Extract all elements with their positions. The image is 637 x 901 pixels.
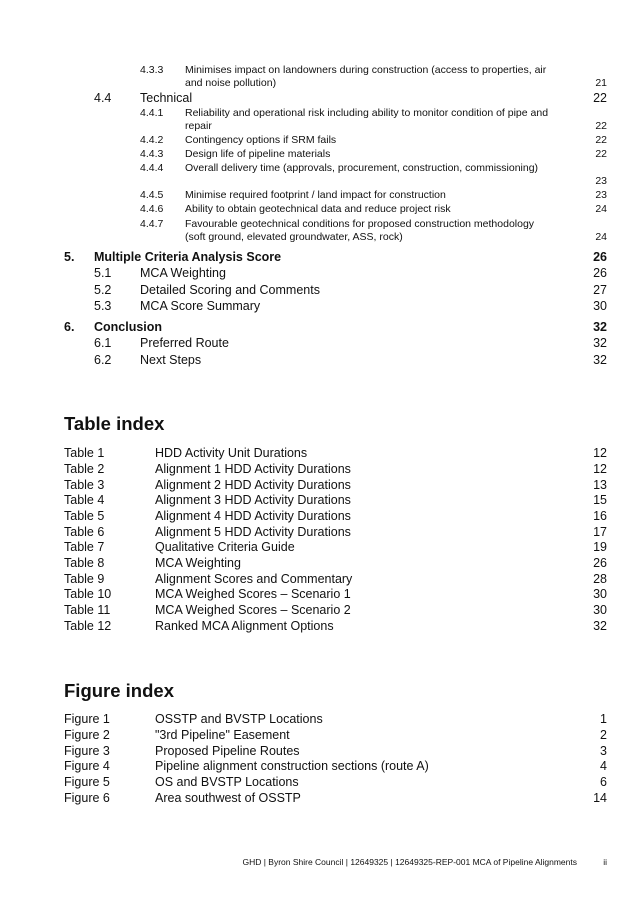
toc-number: 4.4.1 — [140, 107, 164, 119]
toc-number: 4.4.5 — [140, 189, 164, 201]
toc-title: Design life of pipeline materials — [185, 148, 331, 160]
toc-page: 22 — [595, 148, 607, 160]
entry-page: 12 — [593, 462, 607, 476]
entry-label: Figure 4 — [64, 759, 110, 773]
entry-label: Figure 1 — [64, 712, 110, 726]
toc-page: 32 — [593, 336, 607, 350]
toc-title: Technical — [140, 91, 193, 105]
entry-label: Table 9 — [64, 572, 105, 586]
entry-page: 30 — [593, 603, 607, 617]
entry-title: MCA Weighting — [155, 556, 241, 570]
toc-page: 22 — [593, 91, 607, 105]
entry-title: Qualitative Criteria Guide — [155, 540, 295, 554]
toc-number: 4.4.2 — [140, 134, 164, 146]
toc-number: 5.2 — [94, 283, 112, 297]
entry-title: Proposed Pipeline Routes — [155, 744, 300, 758]
toc-page: 30 — [593, 299, 607, 313]
table-index-heading: Table index — [64, 413, 165, 434]
entry-label: Table 8 — [64, 556, 105, 570]
entry-label: Table 11 — [64, 603, 111, 617]
toc-number: 5. — [64, 250, 75, 264]
entry-page: 1 — [600, 712, 607, 726]
toc-number: 5.3 — [94, 299, 112, 313]
entry-title: Ranked MCA Alignment Options — [155, 619, 334, 633]
entry-page: 16 — [593, 509, 607, 523]
entry-label: Figure 6 — [64, 791, 110, 805]
footer-text: GHD | Byron Shire Council | 12649325 | 12649325-REP-001 MCA of Pipeline Alignments — [242, 857, 577, 867]
entry-page: 17 — [593, 525, 607, 539]
toc-number: 6.1 — [94, 336, 112, 350]
entry-page: 32 — [593, 619, 607, 633]
entry-label: Figure 2 — [64, 728, 110, 742]
toc-title: Minimise required footprint / land impact for construction — [185, 189, 446, 201]
entry-label: Table 10 — [64, 587, 112, 601]
entry-page: 14 — [593, 791, 607, 805]
entry-label: Table 2 — [64, 462, 105, 476]
entry-title: Pipeline alignment construction sections (route A) — [155, 759, 429, 773]
toc-title: MCA Score Summary — [140, 299, 261, 313]
toc-title: Contingency options if SRM fails — [185, 134, 337, 146]
entry-label: Figure 3 — [64, 744, 110, 758]
toc-title: Ability to obtain geotechnical data and reduce project risk — [185, 203, 451, 215]
entry-title: Alignment 5 HDD Activity Durations — [155, 525, 351, 539]
entry-page: 2 — [600, 728, 607, 742]
toc-page: 23 — [595, 189, 607, 201]
toc-title: Preferred Route — [140, 336, 229, 350]
toc-number: 4.4.3 — [140, 148, 164, 160]
figure-index-heading: Figure index — [64, 680, 174, 701]
entry-title: HDD Activity Unit Durations — [155, 446, 308, 460]
entry-page: 6 — [600, 775, 607, 789]
toc-number: 6. — [64, 320, 75, 334]
entry-label: Table 4 — [64, 493, 105, 507]
entry-title: MCA Weighed Scores – Scenario 1 — [155, 587, 351, 601]
entry-page: 13 — [593, 478, 607, 492]
toc-number: 4.4.7 — [140, 218, 164, 230]
toc-page: 24 — [595, 231, 607, 243]
toc-title: Reliability and operational risk including ability to monitor condition of pipe and repair — [185, 107, 549, 132]
entry-title: OSSTP and BVSTP Locations — [155, 712, 323, 726]
toc-title: Next Steps — [140, 353, 202, 367]
toc-page: 26 — [593, 250, 607, 264]
entry-label: Table 1 — [64, 446, 105, 460]
entry-page: 30 — [593, 587, 607, 601]
toc-page: 21 — [595, 77, 607, 89]
toc-title: Minimises impact on landowners during construction (access to properties, air and noise pollution) — [185, 64, 547, 89]
toc-title: Favourable geotechnical conditions for proposed construction methodology (soft ground, elevated groundwater, ASS, rock) — [185, 218, 535, 243]
entry-title: Alignment 4 HDD Activity Durations — [155, 509, 351, 523]
toc-page: 24 — [595, 203, 607, 215]
toc-page: 22 — [595, 134, 607, 146]
footer-page-number: ii — [603, 857, 607, 867]
entry-label: Table 3 — [64, 478, 105, 492]
toc-title: Conclusion — [94, 320, 163, 334]
toc-page: 32 — [593, 320, 607, 334]
entry-title: Alignment Scores and Commentary — [155, 572, 353, 586]
toc-page: 26 — [593, 266, 607, 280]
entry-label: Table 7 — [64, 540, 105, 554]
toc-page: 27 — [593, 283, 607, 297]
toc-number: 4.4 — [94, 91, 112, 105]
entry-title: OS and BVSTP Locations — [155, 775, 299, 789]
entry-title: MCA Weighed Scores – Scenario 2 — [155, 603, 351, 617]
entry-label: Table 6 — [64, 525, 105, 539]
toc-number: 4.4.6 — [140, 203, 164, 215]
toc-page: 22 — [595, 120, 607, 132]
entry-title: Alignment 2 HDD Activity Durations — [155, 478, 351, 492]
entry-title: "3rd Pipeline" Easement — [155, 728, 290, 742]
entry-page: 3 — [600, 744, 607, 758]
entry-label: Table 12 — [64, 619, 112, 633]
toc-number: 6.2 — [94, 353, 112, 367]
entry-page: 12 — [593, 446, 607, 460]
entry-title: Alignment 3 HDD Activity Durations — [155, 493, 351, 507]
entry-title: Alignment 1 HDD Activity Durations — [155, 462, 351, 476]
toc-number: 5.1 — [94, 266, 112, 280]
toc-page: 23 — [595, 175, 607, 187]
toc-page: 32 — [593, 353, 607, 367]
entry-label: Figure 5 — [64, 775, 110, 789]
toc-title: Multiple Criteria Analysis Score — [94, 250, 282, 264]
entry-page: 4 — [600, 759, 607, 773]
entry-label: Table 5 — [64, 509, 105, 523]
toc-title: Detailed Scoring and Comments — [140, 283, 320, 297]
entry-title: Area southwest of OSSTP — [155, 791, 301, 805]
entry-page: 15 — [593, 493, 607, 507]
toc-title: Overall delivery time (approvals, procurement, construction, commissioning) — [185, 162, 539, 174]
toc-title: MCA Weighting — [140, 266, 226, 280]
toc-number: 4.3.3 — [140, 64, 164, 76]
entry-page: 26 — [593, 556, 607, 570]
entry-page: 19 — [593, 540, 607, 554]
entry-page: 28 — [593, 572, 607, 586]
toc-number: 4.4.4 — [140, 162, 164, 174]
